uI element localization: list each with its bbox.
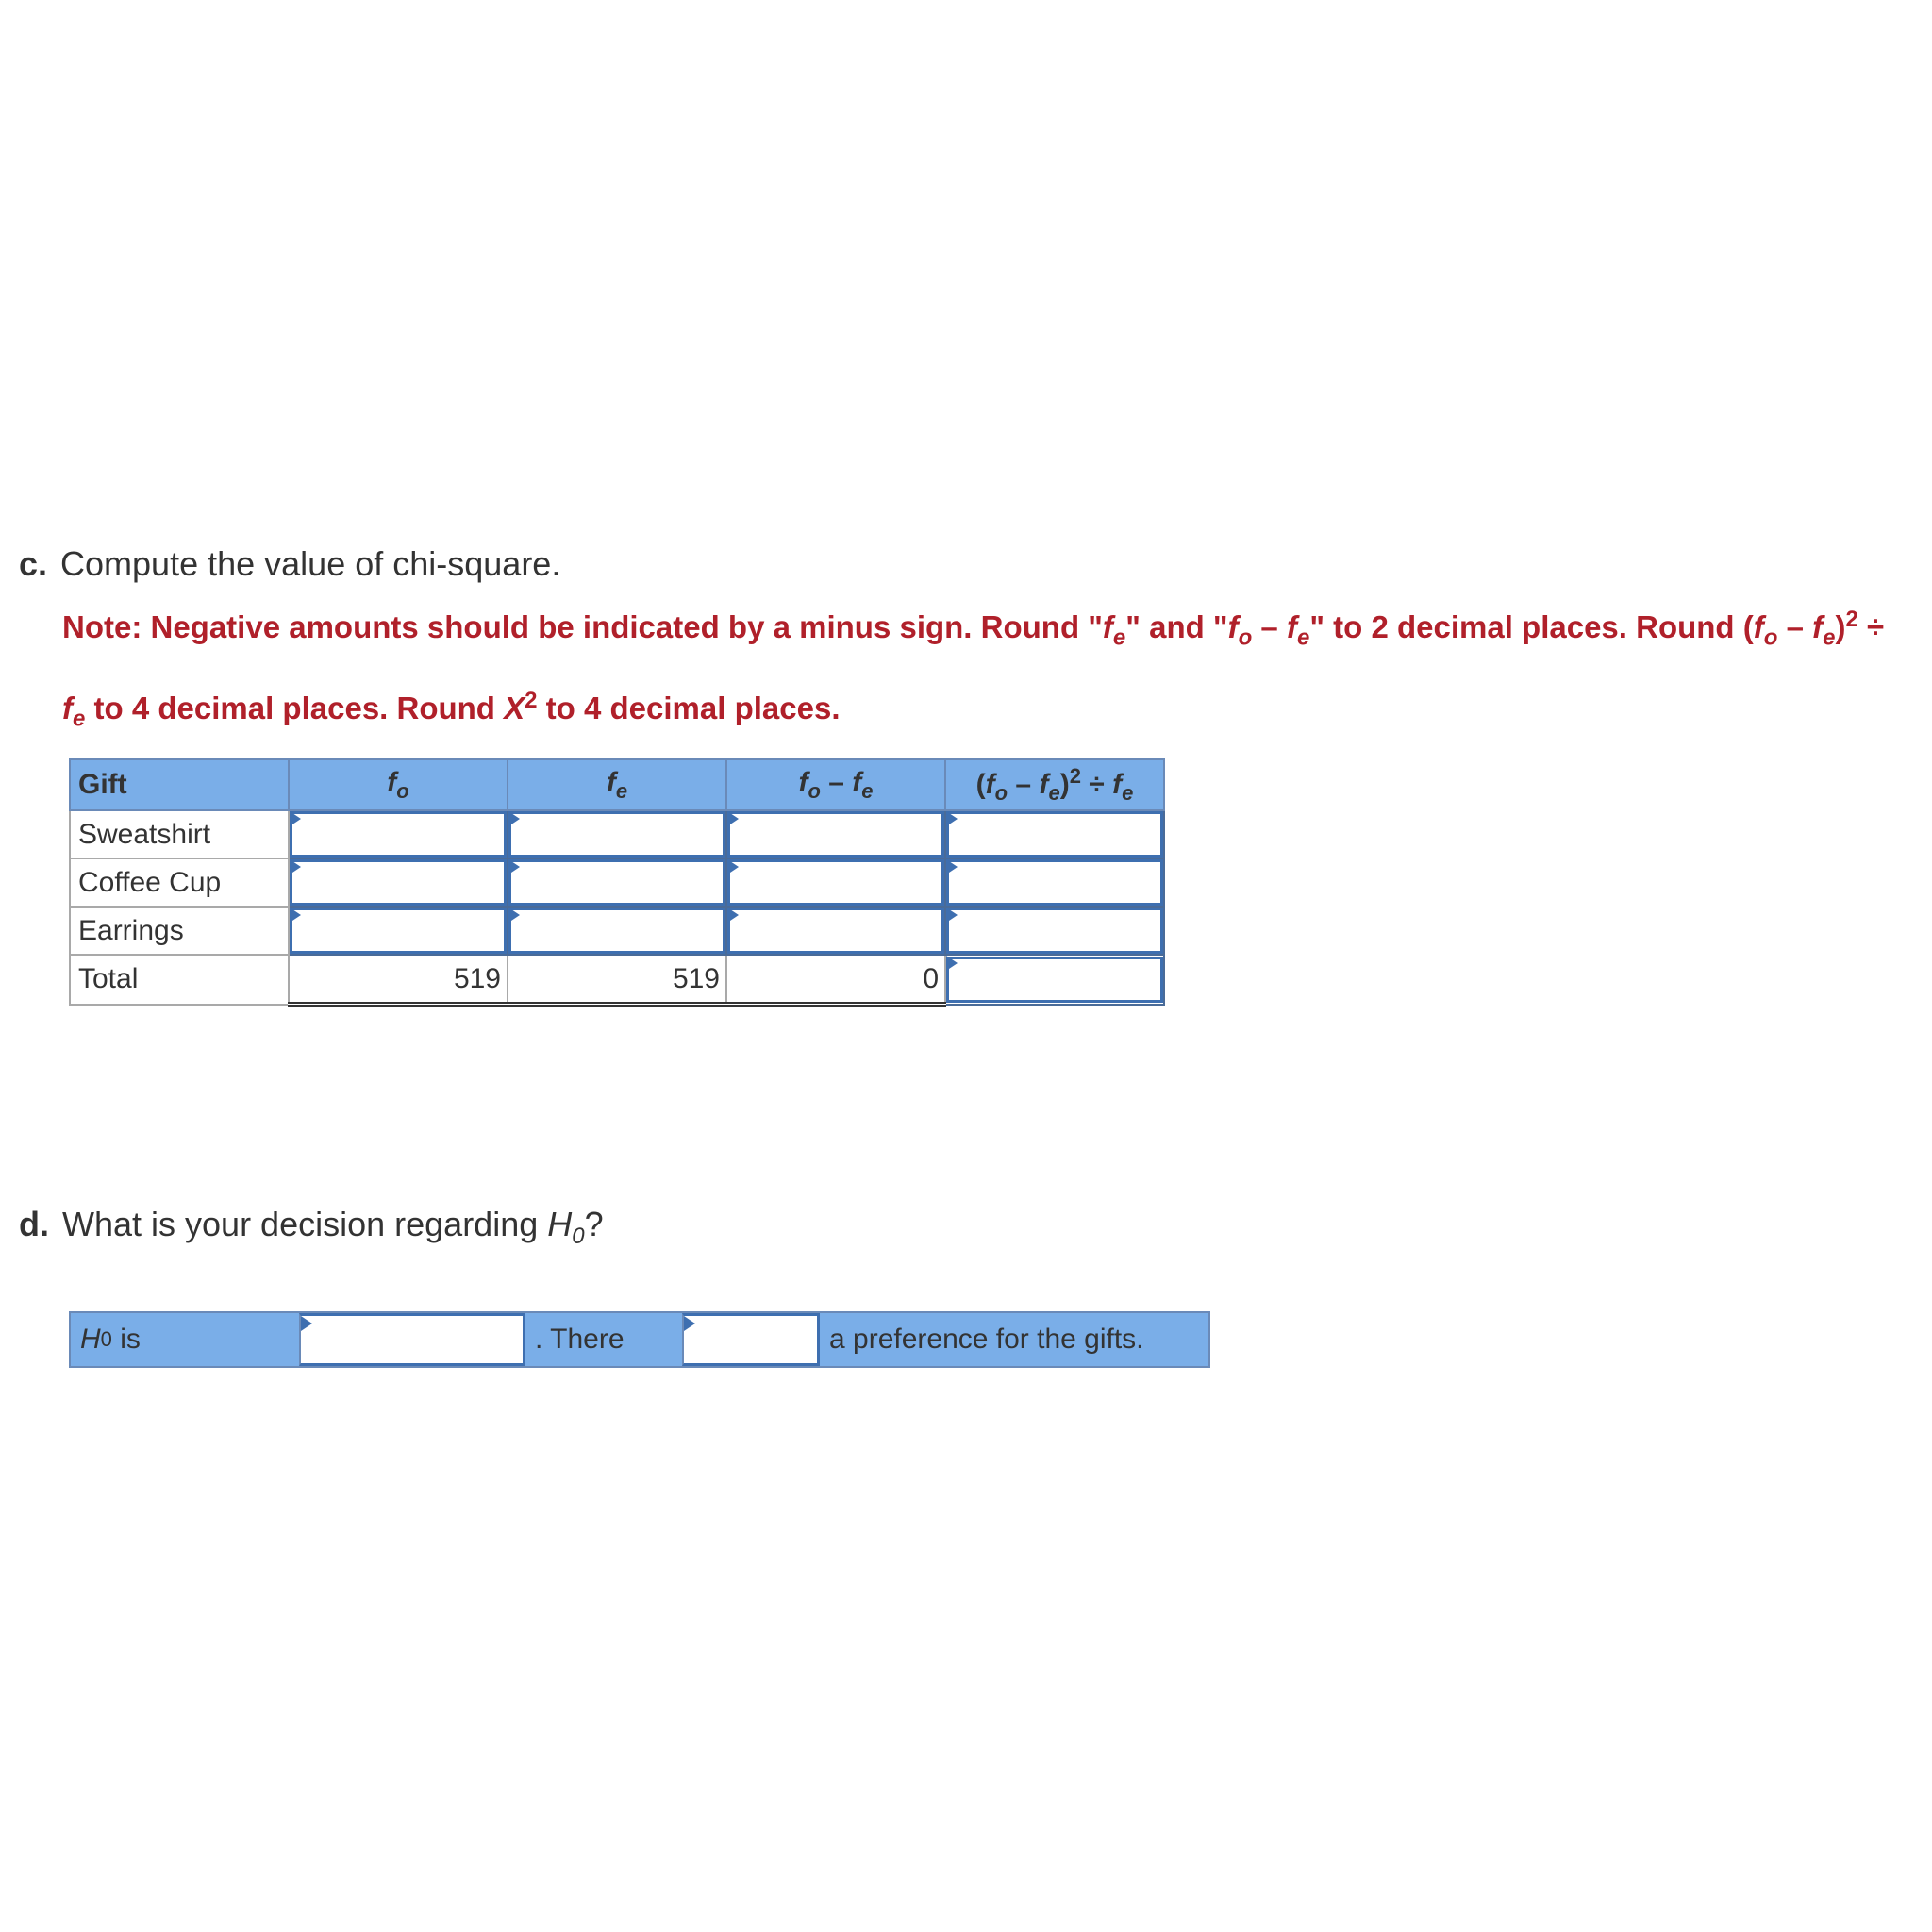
question-d: d. What is your decision regarding $H_0$? — [19, 1205, 604, 1250]
diff-input-earrings[interactable] — [727, 908, 944, 954]
chi-input-coffee-cup[interactable] — [946, 859, 1163, 906]
question-letter-d: d. — [19, 1205, 49, 1243]
input-cell-diff — [726, 907, 945, 955]
row-label: Sweatshirt — [70, 810, 289, 858]
fe-input-sweatshirt[interactable] — [508, 811, 725, 858]
cell-marker-icon — [946, 908, 958, 923]
table-row-total — [70, 955, 1164, 1005]
row-label: Coffee Cup — [70, 858, 289, 907]
diff-input-sweatshirt[interactable] — [727, 811, 944, 858]
question-text-d: What is your decision regarding — [62, 1205, 548, 1243]
fe-input-earrings[interactable] — [508, 908, 725, 954]
input-cell-fo — [289, 810, 508, 858]
cell-marker-icon — [290, 908, 301, 923]
input-cell-chi-total — [945, 955, 1164, 1005]
chi-input-sweatshirt[interactable] — [946, 811, 1163, 858]
cell-marker-icon — [946, 811, 958, 826]
decision-row — [69, 1311, 1210, 1368]
dropdown-marker-icon — [684, 1316, 695, 1331]
total-diff-value: 0 — [726, 955, 945, 1005]
cell-marker-icon — [946, 956, 958, 971]
input-cell-fe — [508, 810, 726, 858]
cell-marker-icon — [946, 859, 958, 874]
h0-decision-dropdown[interactable] — [299, 1313, 525, 1366]
row-label-total: Total — [70, 955, 289, 1005]
input-cell-fe — [508, 907, 726, 955]
input-cell-fo — [289, 907, 508, 955]
fe-input-coffee-cup[interactable] — [508, 859, 725, 906]
cell-marker-icon — [727, 908, 739, 923]
input-cell-diff — [726, 858, 945, 907]
question-letter-c: c. — [19, 544, 48, 583]
input-cell-diff — [726, 810, 945, 858]
header-gift: Gift — [70, 759, 289, 810]
input-cell-chi — [945, 907, 1164, 955]
total-fe-value: 519 — [508, 955, 726, 1005]
table-row-coffee-cup — [70, 858, 1164, 907]
row-label: Earrings — [70, 907, 289, 955]
fo-input-earrings[interactable] — [290, 908, 507, 954]
input-cell-chi — [945, 810, 1164, 858]
table-row-sweatshirt — [70, 810, 1164, 858]
cell-marker-icon — [508, 811, 520, 826]
cell-marker-icon — [508, 859, 520, 874]
chi-input-earrings[interactable] — [946, 908, 1163, 954]
input-cell-fo — [289, 858, 508, 907]
header-fo-minus-fe: $f_o - f_e$ — [726, 759, 945, 810]
cell-marker-icon — [727, 859, 739, 874]
fo-input-coffee-cup[interactable] — [290, 859, 507, 906]
table-row-earrings — [70, 907, 1164, 955]
question-c — [19, 541, 1896, 587]
chi-square-table — [69, 758, 1165, 1007]
header-chi-component: $(f_o - f_e)^2 \div f_e$ — [945, 759, 1164, 810]
diff-input-coffee-cup[interactable] — [727, 859, 944, 906]
header-fe: $f_e$ — [508, 759, 726, 810]
decision-label: H 0 is — [80, 1324, 141, 1355]
cell-marker-icon — [290, 859, 301, 874]
section-c — [19, 541, 1896, 750]
decision-there-text: . There — [535, 1324, 625, 1355]
input-cell-fe — [508, 858, 726, 907]
cell-marker-icon — [508, 908, 520, 923]
question-text-c: Compute the value of chi-square. — [60, 544, 561, 583]
cell-marker-icon — [727, 811, 739, 826]
instruction-note: Note: Negative amounts should be indicated by a minus sign. Round "$f_e$" and "$f_o - f_e$" to 2 decimal places. Round $(f_o - f_e)^2 \div f_e$ to 4 decimal places. Round $X^2$ to 4 decimal places. — [62, 607, 1885, 732]
dropdown-marker-icon — [301, 1316, 312, 1331]
decision-tail-text: a preference for the gifts. — [829, 1324, 1144, 1355]
chi-square-total-input[interactable] — [946, 957, 1163, 1003]
table-header-row — [70, 759, 1164, 810]
input-cell-chi — [945, 858, 1164, 907]
preference-dropdown[interactable] — [682, 1313, 820, 1366]
total-fo-value: 519 — [289, 955, 508, 1005]
fo-input-sweatshirt[interactable] — [290, 811, 507, 858]
header-fo: $f_o$ — [289, 759, 508, 810]
cell-marker-icon — [290, 811, 301, 826]
